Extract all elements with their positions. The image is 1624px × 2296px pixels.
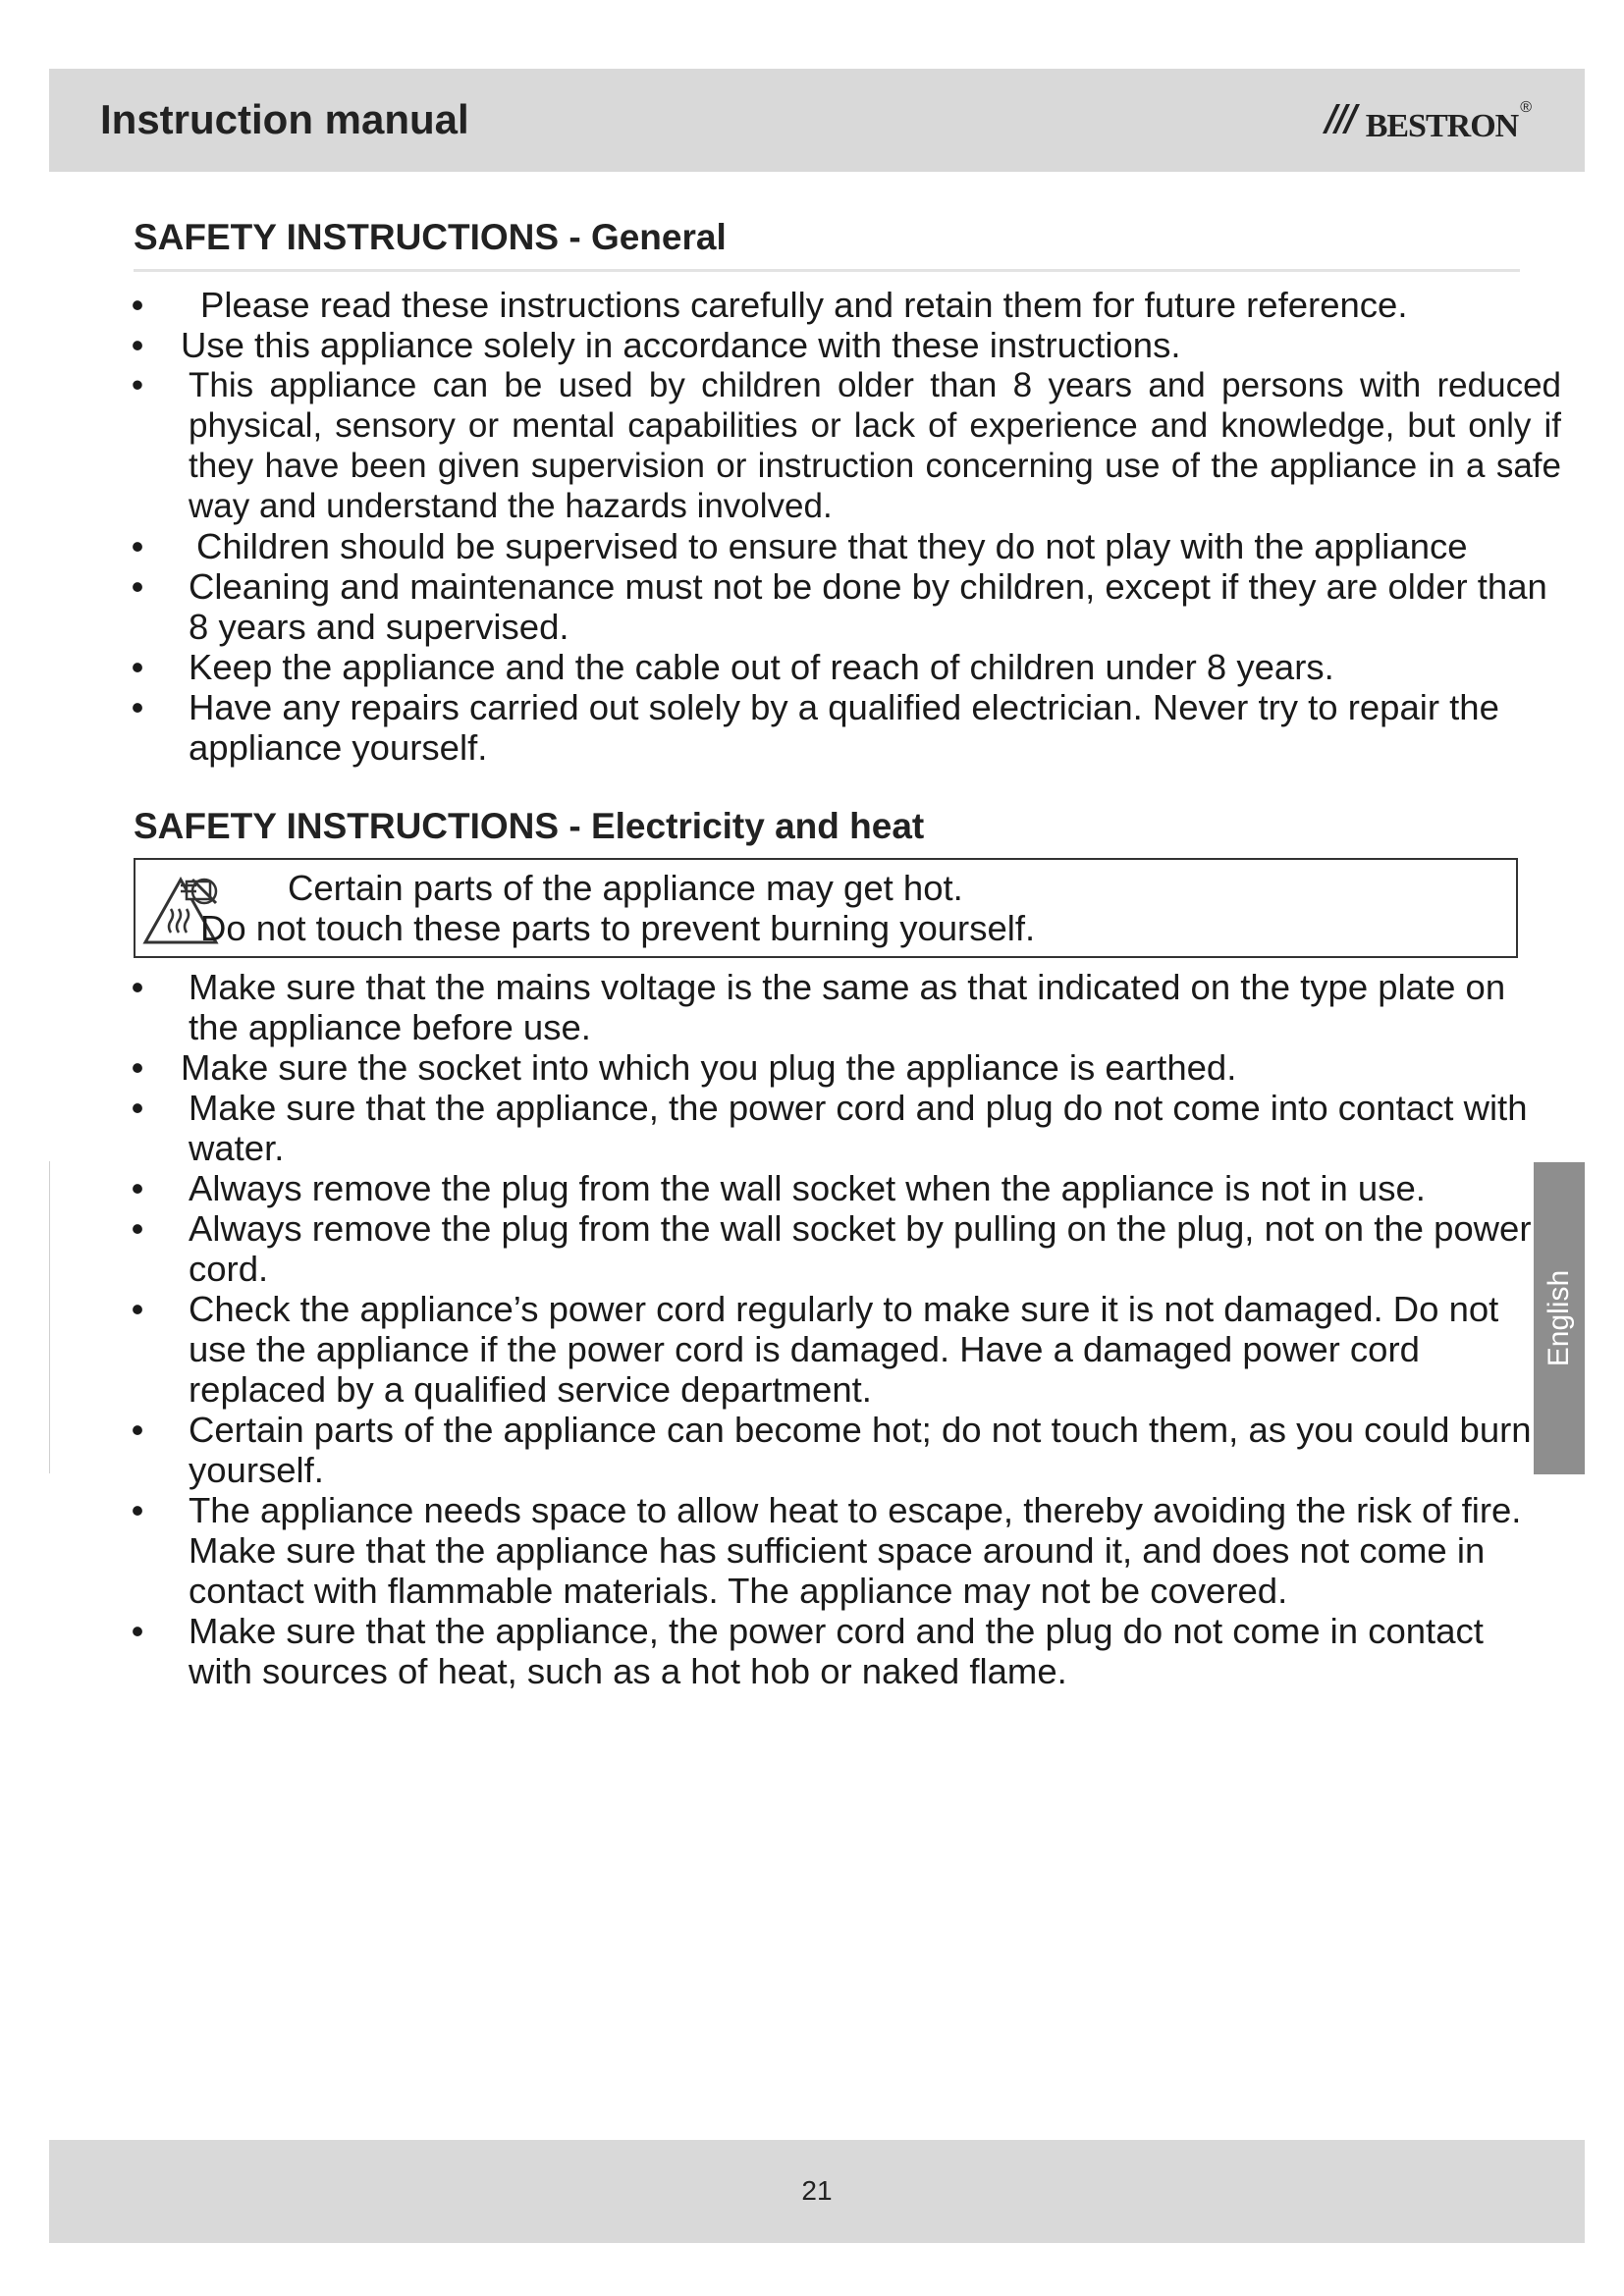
section-divider bbox=[134, 269, 1520, 272]
bestron-logo bbox=[1317, 94, 1532, 149]
list-item: • The appliance needs space to allow heat to escape, thereby avoiding the risk of fire. Make sure that the appliance has sufficient space around it, and does not come in contact with flammable materials. The appliance may not be covered. bbox=[131, 1490, 1522, 1611]
list-item: • Have any repairs carried out solely by a qualified electrician. Never try to repair the appliance yourself. bbox=[131, 687, 1499, 768]
list-item: • Children should be supervised to ensure that they do not play with the appliance bbox=[131, 526, 1468, 566]
logo-chevrons-icon bbox=[1317, 100, 1360, 137]
left-margin-line bbox=[49, 1161, 50, 1473]
list-item: • Make sure that the appliance, the power cord and plug do not come into contact with water. bbox=[131, 1088, 1528, 1168]
language-tab-label: English bbox=[1543, 1269, 1575, 1367]
electricity-instructions-list bbox=[128, 967, 1581, 1691]
list-item: • Cleaning and maintenance must not be done by children, except if they are older than 8 years and supervised. bbox=[131, 566, 1547, 647]
list-item: • Make sure the socket into which you plug the appliance is earthed. bbox=[131, 1047, 1237, 1088]
header-title: Instruction manual bbox=[100, 96, 469, 142]
list-item: • Please read these instructions carefully and retain them for future reference. bbox=[131, 285, 1408, 325]
list-item: • Always remove the plug from the wall socket by pulling on the plug, not on the power cord. bbox=[131, 1208, 1532, 1289]
section-title-general: SAFETY INSTRUCTIONS - General bbox=[134, 217, 727, 257]
list-item: • Certain parts of the appliance can become hot; do not touch them, as you could burn yourself. bbox=[131, 1410, 1532, 1490]
logo-text: bestron bbox=[1365, 95, 1519, 147]
page-header bbox=[49, 69, 1585, 172]
page-footer bbox=[49, 2140, 1585, 2243]
logo-registered-mark: ® bbox=[1520, 99, 1532, 116]
page-number: 21 bbox=[801, 2175, 833, 2206]
list-item: • Make sure that the appliance, the power cord and the plug do not come in contact with sources of heat, such as a hot hob or naked flame. bbox=[131, 1611, 1484, 1691]
hot-surface-warning-box bbox=[134, 858, 1518, 958]
list-item: • Check the appliance’s power cord regularly to make sure it is not damaged. Do not use the appliance if the power cord is damaged. Have a damaged power cord replaced by a qualified service department. bbox=[131, 1289, 1499, 1410]
list-item: • This appliance can be used by children older than 8 years and persons with reduced physical, sensory or mental capabilities or lack of experience and knowledge, but only if they have been given supervision or instruction concerning use of the appliance in a safe way and understand the hazards involved. bbox=[131, 366, 1561, 525]
warning-line-2: Do not touch these parts to prevent burning yourself. bbox=[200, 908, 1036, 948]
general-instructions-list bbox=[128, 285, 1581, 768]
list-item: • Use this appliance solely in accordance with these instructions. bbox=[131, 325, 1181, 365]
section-title-electricity: SAFETY INSTRUCTIONS - Electricity and heat bbox=[134, 806, 925, 846]
list-item: • Keep the appliance and the cable out of reach of children under 8 years. bbox=[131, 647, 1334, 687]
list-item: • Always remove the plug from the wall socket when the appliance is not in use. bbox=[131, 1168, 1426, 1208]
warning-line-1: Certain parts of the appliance may get hot. bbox=[288, 868, 963, 908]
language-tab bbox=[1534, 1162, 1585, 1474]
list-item: • Make sure that the mains voltage is the same as that indicated on the type plate on the appliance before use. bbox=[131, 967, 1506, 1047]
